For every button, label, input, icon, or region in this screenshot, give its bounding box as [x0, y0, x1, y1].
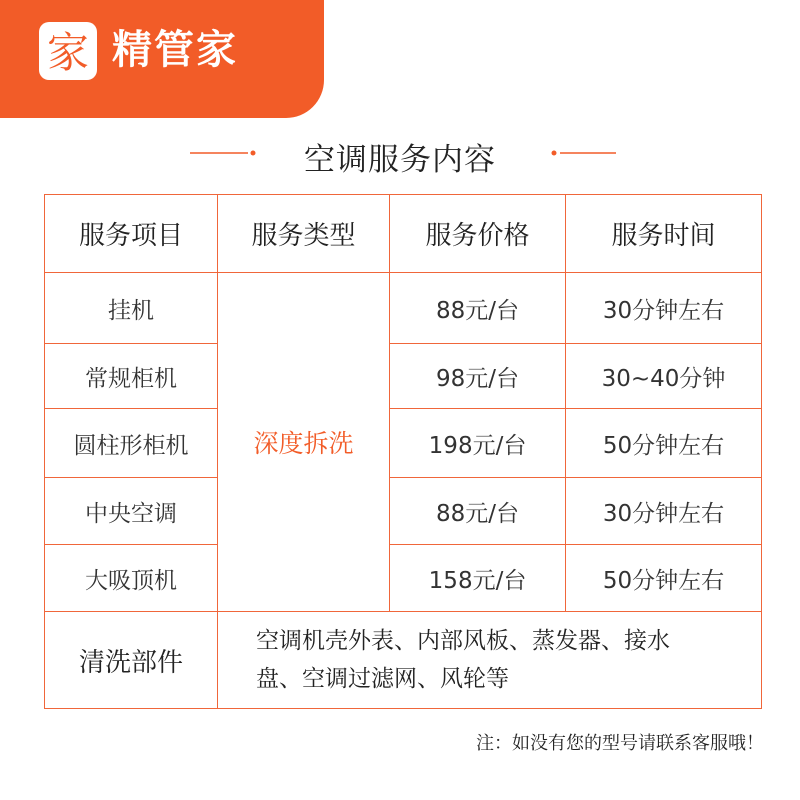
row-item: 大吸顶机 [45, 545, 218, 612]
table-row [45, 478, 762, 545]
row-time: 30分钟左右 [566, 273, 762, 344]
title-divider-right-icon [540, 150, 620, 170]
row-time: 50分钟左右 [566, 545, 762, 612]
brand-name: 精管家 [112, 27, 238, 73]
row-time: 30~40分钟 [566, 344, 762, 409]
header-service-price: 服务价格 [390, 195, 566, 273]
svg-text:家: 家 [46, 28, 90, 75]
home-logo-icon [44, 27, 92, 75]
header-service-type: 服务类型 [218, 195, 390, 273]
row-time: 50分钟左右 [566, 409, 762, 478]
row-price: 98元/台 [390, 344, 566, 409]
row-time: 30分钟左右 [566, 478, 762, 545]
parts-line-2: 盘、空调过滤网、风轮等 [256, 666, 509, 692]
header-service-item: 服务项目 [45, 195, 218, 273]
row-item: 常规柜机 [45, 344, 218, 409]
table-header-row [45, 195, 762, 273]
row-item: 挂机 [45, 273, 218, 344]
brand-header [0, 0, 324, 118]
header-service-time: 服务时间 [566, 195, 762, 273]
page-title: 空调服务内容 [304, 142, 496, 178]
table-row [45, 273, 762, 344]
table-row [45, 344, 762, 409]
brand-logo [39, 22, 97, 80]
row-price: 158元/台 [390, 545, 566, 612]
row-item: 圆柱形柜机 [45, 409, 218, 478]
title-row [0, 140, 800, 180]
parts-line-1: 空调机壳外表、内部风板、蒸发器、接水 [256, 628, 670, 654]
table-row [45, 409, 762, 478]
service-type-cell: 深度拆洗 [218, 273, 390, 612]
parts-row [45, 612, 762, 709]
parts-label: 清洗部件 [45, 612, 218, 709]
table-row [45, 545, 762, 612]
row-price: 198元/台 [390, 409, 566, 478]
row-item: 中央空调 [45, 478, 218, 545]
footer-note: 注：如没有您的型号请联系客服哦！ [476, 733, 764, 754]
service-table [44, 194, 762, 709]
parts-description [218, 612, 762, 709]
row-price: 88元/台 [390, 273, 566, 344]
row-price: 88元/台 [390, 478, 566, 545]
